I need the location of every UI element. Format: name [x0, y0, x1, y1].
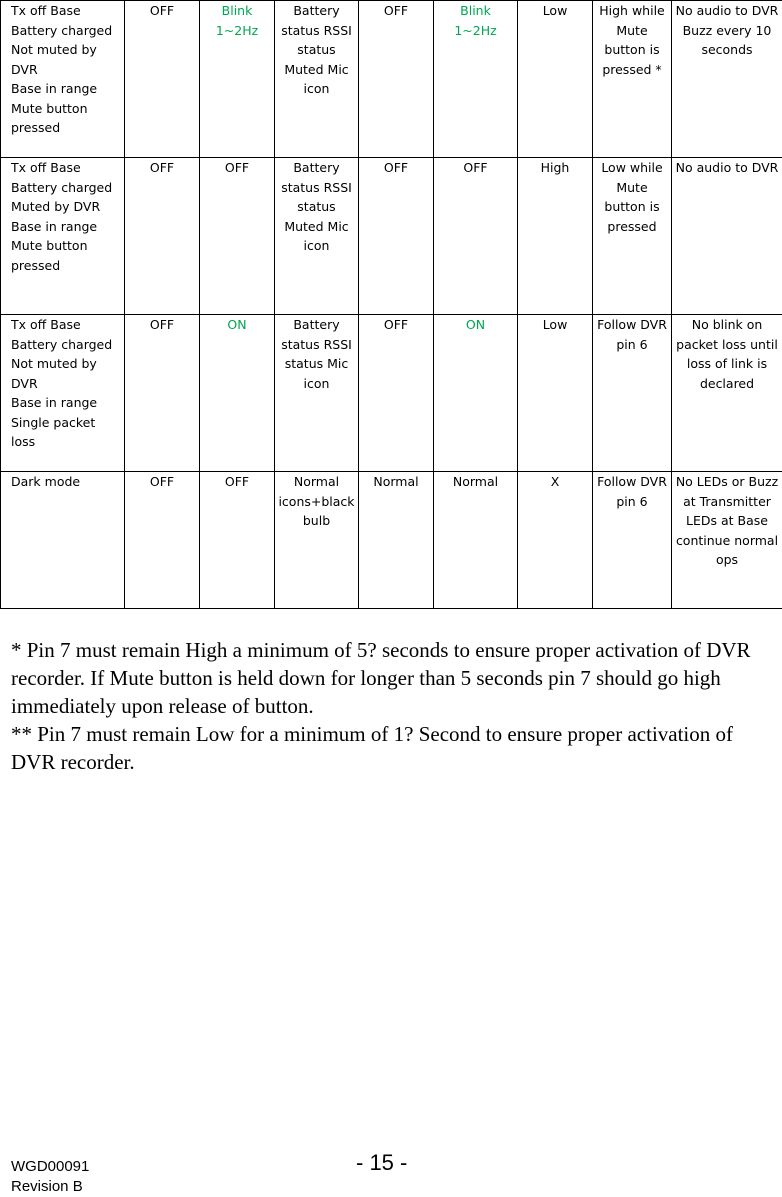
page-number: - 15 -	[356, 1150, 407, 1176]
condition-cell: Dark mode	[1, 472, 125, 609]
table-cell: OFF	[125, 1, 200, 158]
condition-cell: Tx off Base Battery charged Muted by DVR Base in range Mute button pressed	[1, 158, 125, 315]
led-status-cell: OFF	[434, 158, 518, 315]
display-cell: Normal icons+black bulb	[275, 472, 359, 609]
led-status-cell: Blink 1~2Hz	[200, 1, 275, 158]
table-cell: Low	[518, 1, 593, 158]
notes-cell: No audio to DVR	[672, 158, 782, 315]
table-cell: OFF	[125, 158, 200, 315]
pin-cell: Low while Mute button is pressed	[593, 158, 672, 315]
document-id: WGD00091	[11, 1157, 89, 1177]
table-cell: Low	[518, 315, 593, 472]
revision-label: Revision B	[11, 1177, 89, 1197]
condition-cell: Tx off Base Battery charged Not muted by DVR Base in range Single packet loss	[1, 315, 125, 472]
display-cell: Battery status RSSI status Muted Mic icon	[275, 158, 359, 315]
notes-cell: No blink on packet loss until loss of link is declared	[672, 315, 782, 472]
table-cell: OFF	[125, 472, 200, 609]
table-cell: High	[518, 158, 593, 315]
footnote-double-star: ** Pin 7 must remain Low for a minimum of 1? Second to ensure proper activation of DVR recorder.	[11, 720, 771, 776]
led-status-cell: ON	[200, 315, 275, 472]
led-status-cell: Normal	[434, 472, 518, 609]
table-cell: OFF	[359, 315, 434, 472]
table-row	[1, 1, 782, 158]
notes-cell: No audio to DVR Buzz every 10 seconds	[672, 1, 782, 158]
led-status-cell: Blink 1~2Hz	[434, 1, 518, 158]
led-status-cell: ON	[434, 315, 518, 472]
table-cell: X	[518, 472, 593, 609]
footnote-single-star: * Pin 7 must remain High a minimum of 5? seconds to ensure proper activation of DVR recorder. If Mute button is held down for longer than 5 seconds pin 7 should go high immediately upon release of button.	[11, 636, 771, 720]
table-cell: OFF	[359, 1, 434, 158]
notes-cell: No LEDs or Buzz at Transmitter LEDs at Base continue normal ops	[672, 472, 782, 609]
condition-cell: Tx off Base Battery charged Not muted by DVR Base in range Mute button pressed	[1, 1, 125, 158]
display-cell: Battery status RSSI status Mic icon	[275, 315, 359, 472]
table-row	[1, 315, 782, 472]
table-row	[1, 472, 782, 609]
footnotes	[11, 636, 771, 776]
led-status-cell: OFF	[200, 472, 275, 609]
table-cell: OFF	[359, 158, 434, 315]
table-cell: Normal	[359, 472, 434, 609]
pin-cell: High while Mute button is pressed *	[593, 1, 672, 158]
pin-cell: Follow DVR pin 6	[593, 315, 672, 472]
led-status-cell: OFF	[200, 158, 275, 315]
display-cell: Battery status RSSI status Muted Mic icon	[275, 1, 359, 158]
pin-cell: Follow DVR pin 6	[593, 472, 672, 609]
document-info	[11, 1157, 89, 1197]
table-row	[1, 158, 782, 315]
table-cell: OFF	[125, 315, 200, 472]
